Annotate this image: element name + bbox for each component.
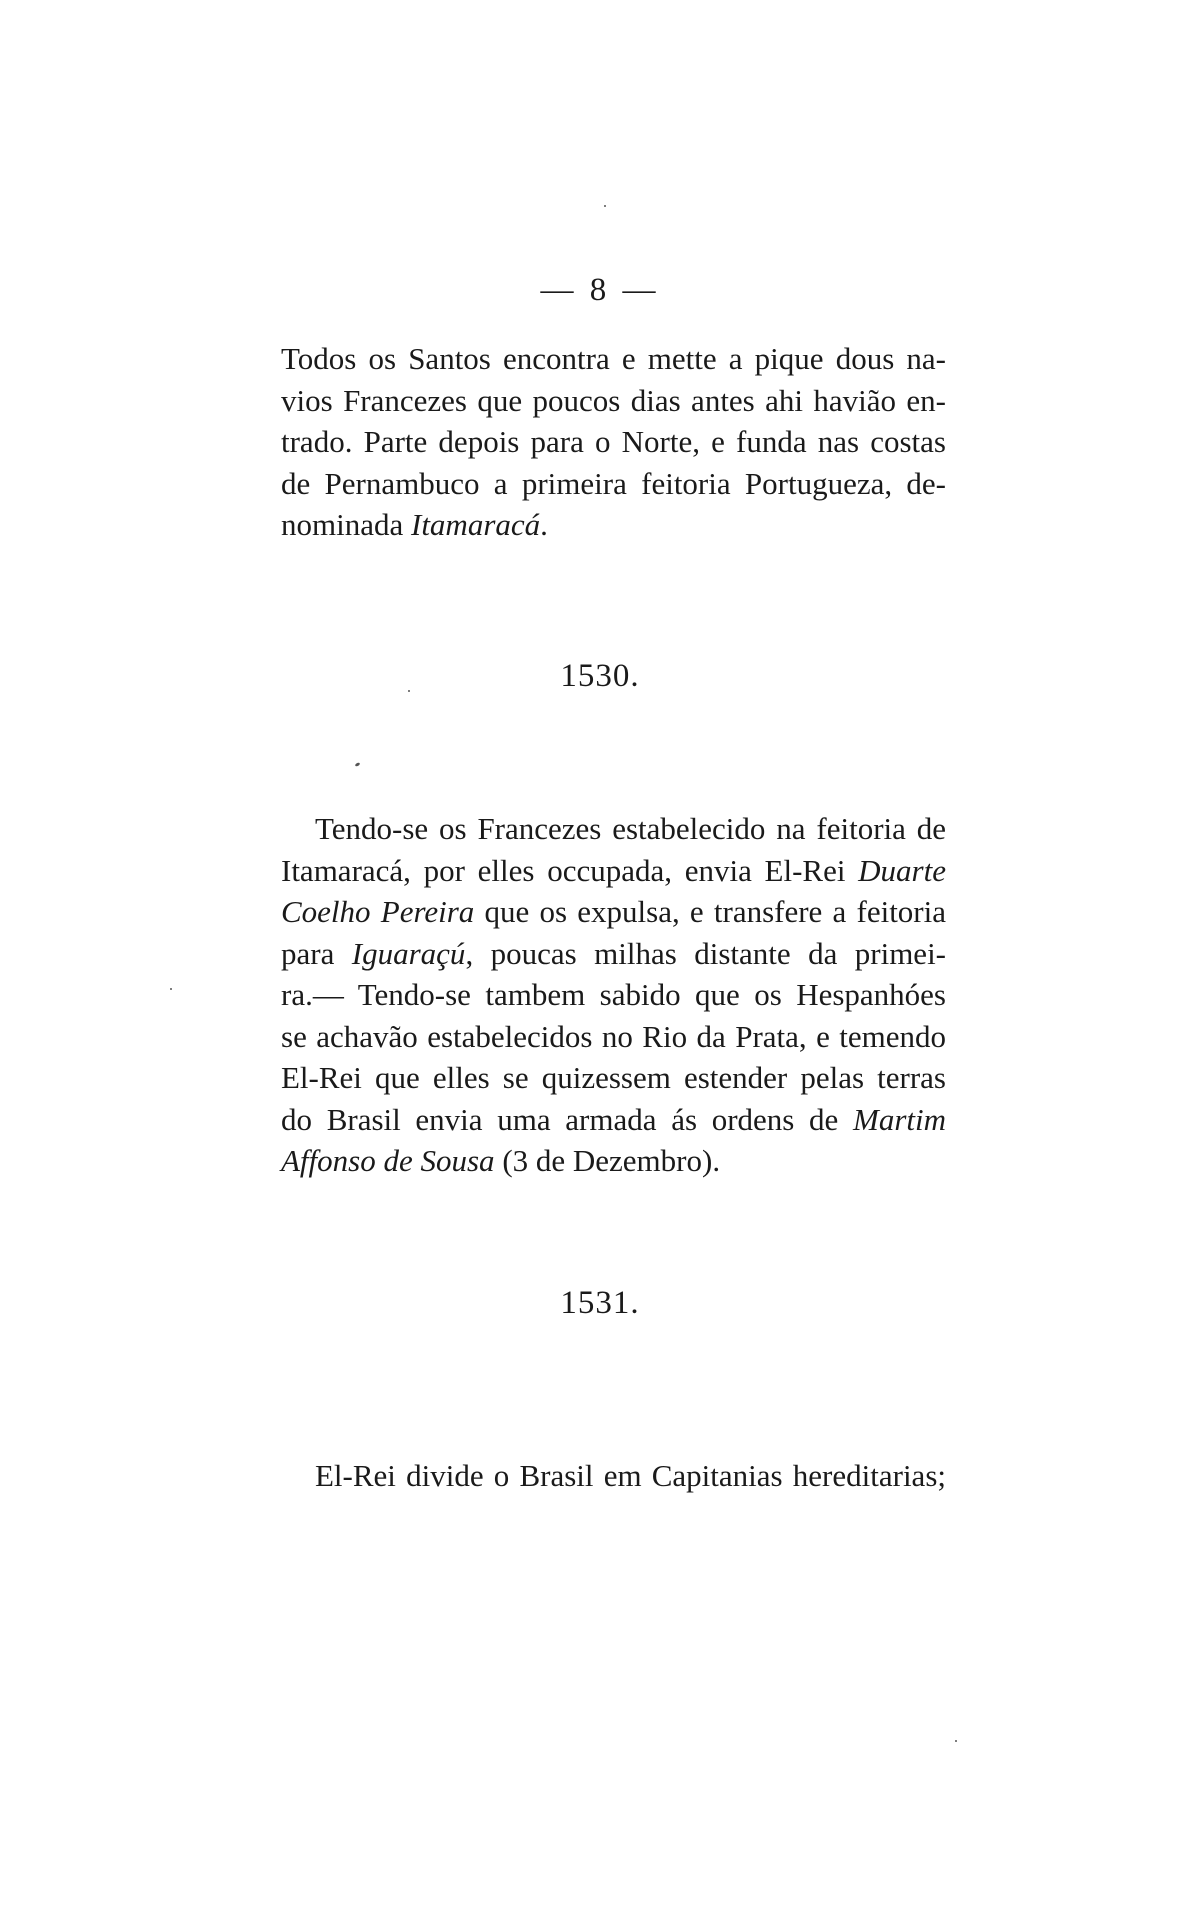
italic-place-name: Itamaracá [411, 507, 541, 542]
text-line [281, 504, 946, 546]
year-heading-1530: 1530. [560, 658, 640, 694]
text-line [281, 850, 946, 892]
text-run: ra.— Tendo-se tambem sabido que os Hespanhóes [281, 977, 946, 1012]
paragraph-2 [281, 808, 946, 1182]
text-run: nominada [281, 507, 411, 542]
text-run: El-Rei que elles se quizessem estender pelas terras [281, 1060, 946, 1095]
paper-speck [170, 988, 172, 990]
text-run: Todos os Santos encontra e mette a pique dous na- [281, 341, 946, 376]
text-line [281, 808, 946, 850]
text-line [281, 1455, 946, 1497]
text-line [281, 1140, 946, 1182]
text-run: do Brasil envia uma armada ás ordens de [281, 1101, 853, 1137]
text-run: que os expulsa, e transfere a feitoria [474, 894, 947, 929]
paper-speck [355, 762, 361, 767]
italic-place-name: Iguaraçú [351, 935, 466, 971]
italic-person-name: Duarte [858, 852, 946, 888]
text-run: de Pernambuco a primeira feitoria Portugueza, de- [281, 465, 946, 501]
text-run: Tendo-se os Francezes estabelecido na feitoria de [315, 811, 946, 846]
text-line [281, 421, 946, 463]
paragraph-1 [281, 338, 946, 546]
text-line [281, 380, 946, 422]
text-line [281, 1099, 946, 1141]
text-line [281, 338, 946, 380]
italic-person-name: Coelho Pereira [281, 894, 475, 929]
italic-person-name: Affonso de Sousa [281, 1143, 495, 1178]
text-run: El-Rei divide o Brasil em Capitanias hereditarias; [315, 1458, 946, 1493]
paragraph-3 [281, 1455, 946, 1497]
text-line [281, 974, 946, 1016]
text-run: para [281, 935, 352, 971]
text-run: , poucas milhas distante da primei- [465, 935, 947, 971]
paper-speck [604, 205, 606, 207]
text-line [281, 1016, 946, 1058]
text-run: vios Francezes que poucos dias antes ahi havião en- [281, 382, 946, 418]
text-line [281, 933, 946, 975]
text-run: (3 de Dezembro). [494, 1143, 721, 1178]
text-line [281, 891, 946, 933]
text-run: trado. Parte depois para o Norte, e funda nas costas [281, 424, 946, 459]
text-line [281, 1057, 946, 1099]
page-number: — 8 — [540, 272, 660, 308]
text-run: se achavão estabelecidos no Rio da Prata, e temendo [281, 1018, 946, 1054]
year-heading-1531: 1531. [560, 1285, 640, 1321]
paper-speck [408, 690, 410, 692]
text-run: . [540, 507, 548, 542]
text-line [281, 463, 946, 505]
text-run: Itamaracá, por elles occupada, envia El-Rei [281, 852, 859, 888]
italic-person-name: Martim [853, 1101, 946, 1137]
paper-speck [955, 1740, 957, 1742]
